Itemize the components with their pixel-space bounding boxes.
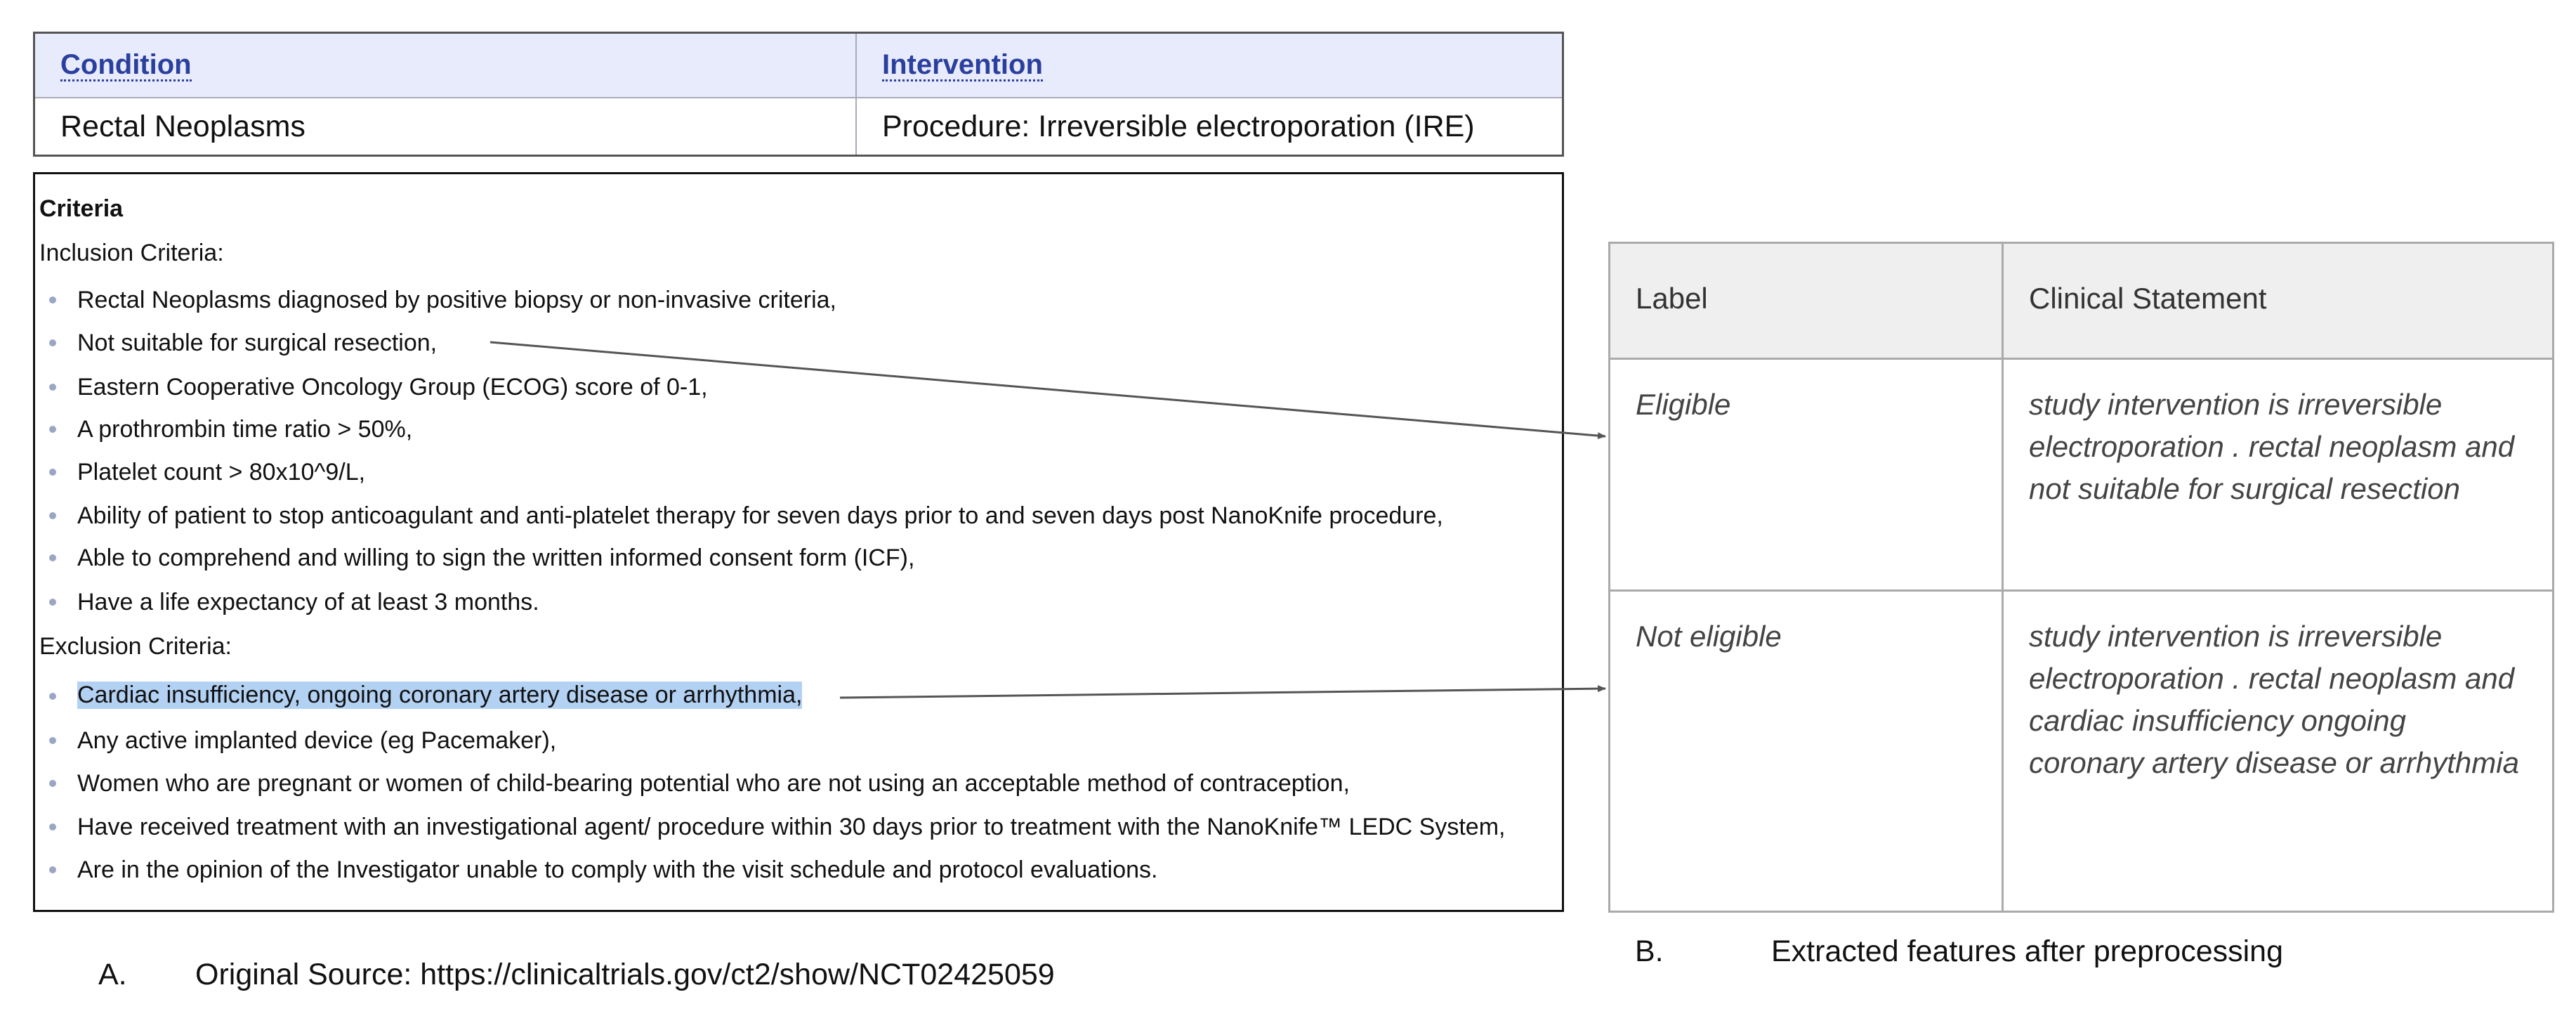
- caption-b-text: Extracted features after preprocessing: [1771, 934, 2283, 968]
- inclusion-item: Rectal Neoplasms diagnosed by positive biopsy or non-invasive criteria,: [77, 287, 836, 313]
- exclusion-heading: Exclusion Criteria:: [39, 633, 232, 660]
- exclusion-item: Women who are pregnant or women of child-bearing potential who are not using an acceptable method of contraception,: [77, 770, 1350, 797]
- inclusion-item: Ability of patient to stop anticoagulant and anti-platelet therapy for seven days prior to and seven days post NanoKnife procedure,: [77, 502, 1443, 529]
- caption-b-letter: B.: [1635, 934, 1664, 968]
- label-header: Label: [1610, 244, 2004, 360]
- intervention-header[interactable]: Intervention: [857, 34, 1562, 98]
- exclusion-item-highlighted: Cardiac insufficiency, ongoing coronary artery disease or arrhythmia,: [77, 682, 803, 708]
- arrow-eligible: [490, 342, 1605, 436]
- condition-value: Rectal Neoplasms: [35, 98, 857, 155]
- inclusion-heading: Inclusion Criteria:: [39, 240, 224, 266]
- statement-header: Clinical Statement: [2004, 244, 2552, 360]
- intervention-value: Procedure: Irreversible electroporation (IRE): [882, 109, 1475, 143]
- inclusion-item: Platelet count > 80x10^9/L,: [77, 459, 366, 486]
- exclusion-item: Any active implanted device (eg Pacemaker),: [77, 727, 557, 754]
- statement-line: study intervention is irreversible: [2029, 620, 2443, 653]
- inclusion-item: Eastern Cooperative Oncology Group (ECOG) score of 0-1,: [77, 374, 708, 400]
- criteria-title: Criteria: [39, 195, 124, 222]
- inclusion-item: Able to comprehend and willing to sign the written informed consent form (ICF),: [77, 545, 915, 571]
- inclusion-item: A prothrombin time ratio > 50%,: [77, 416, 413, 443]
- inclusion-item: Have a life expectancy of at least 3 months.: [77, 589, 539, 615]
- arrow-not-eligible: [840, 689, 1605, 698]
- statement-line: electroporation . rectal neoplasm and: [2029, 430, 2515, 463]
- caption-a-text: Original Source: https://clinicaltrials.gov/ct2/show/NCT02425059: [195, 958, 1055, 991]
- label-cell: Eligible: [1610, 360, 2004, 592]
- exclusion-item: Have received treatment with an investigational agent/ procedure within 30 days prior to treatment with the NanoKnife™ LEDC System,: [77, 814, 1506, 840]
- exclusion-item: Are in the opinion of the Investigator unable to comply with the visit schedule and protocol evaluations.: [77, 856, 1158, 883]
- statement-line: electroporation . rectal neoplasm and: [2029, 662, 2515, 695]
- label-cell: Not eligible: [1610, 592, 2004, 911]
- statement-line: coronary artery disease or arrhythmia: [2029, 746, 2519, 779]
- statement-line: study intervention is irreversible: [2029, 388, 2443, 421]
- statement-line: not suitable for surgical resection: [2029, 472, 2460, 505]
- statement-line: cardiac insufficiency ongoing: [2029, 704, 2406, 737]
- condition-header[interactable]: Condition: [35, 34, 857, 98]
- caption-a-letter: A.: [98, 958, 127, 991]
- inclusion-item: Not suitable for surgical resection,: [77, 330, 438, 356]
